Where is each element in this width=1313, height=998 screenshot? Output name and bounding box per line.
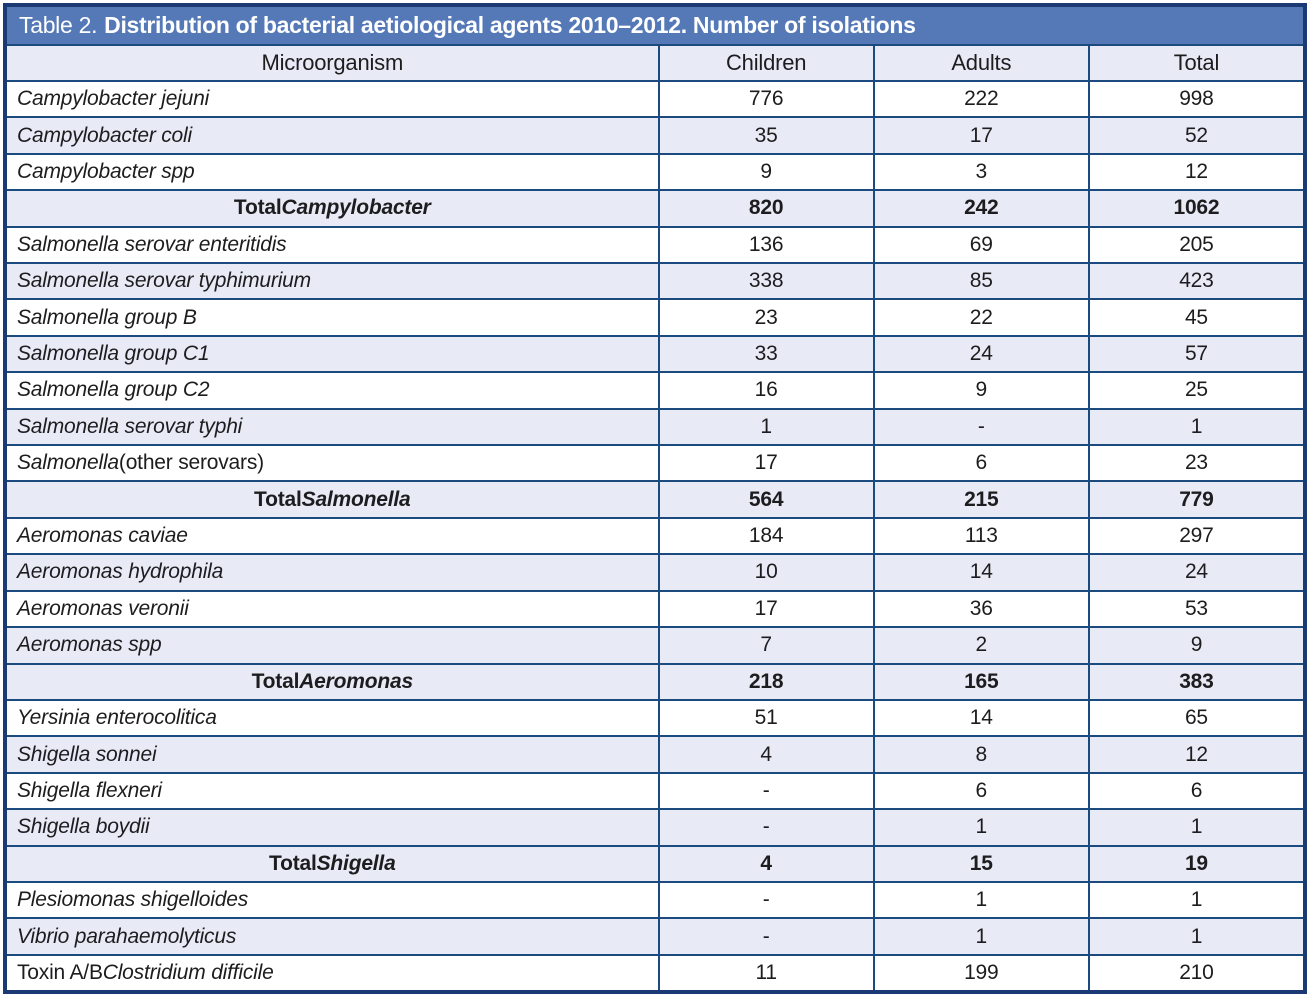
table-row xyxy=(7,663,1303,699)
table-title: Distribution of bacterial aetiological agents 2010–2012. Number of isolations xyxy=(104,12,916,38)
microorganism-cell: Plesiomonas shigelloides xyxy=(17,888,248,912)
table-number-label: Table 2. xyxy=(19,12,98,38)
total-cell: 57 xyxy=(1088,337,1303,371)
microorganism-cell: Shigella sonnei xyxy=(17,742,157,766)
total-cell: 52 xyxy=(1088,118,1303,152)
adults-cell: 14 xyxy=(873,701,1088,735)
total-cell: 9 xyxy=(1088,628,1303,662)
children-cell: 184 xyxy=(658,519,873,553)
adults-cell: 6 xyxy=(873,446,1088,480)
children-cell: 16 xyxy=(658,373,873,407)
children-cell: 10 xyxy=(658,555,873,589)
adults-cell: - xyxy=(873,410,1088,444)
table-row xyxy=(7,444,1303,480)
microorganism-cell: Salmonella group C1 xyxy=(17,342,210,366)
total-cell: 423 xyxy=(1088,264,1303,298)
adults-cell: 199 xyxy=(873,956,1088,990)
total-cell: 45 xyxy=(1088,300,1303,334)
microorganism-cell: Salmonella serovar typhi xyxy=(17,414,243,438)
column-header-children: Children xyxy=(658,46,873,80)
children-cell: 17 xyxy=(658,446,873,480)
adults-cell: 22 xyxy=(873,300,1088,334)
adults-cell: 14 xyxy=(873,555,1088,589)
table-row xyxy=(7,116,1303,152)
microorganism-cell: Total Shigella xyxy=(269,851,396,875)
adults-cell: 1 xyxy=(873,919,1088,953)
children-cell: 17 xyxy=(658,592,873,626)
adults-cell: 9 xyxy=(873,373,1088,407)
adults-cell: 17 xyxy=(873,118,1088,152)
table-row xyxy=(7,82,1303,116)
microorganism-cell: Total Aeromonas xyxy=(251,669,413,693)
total-cell: 1 xyxy=(1088,919,1303,953)
microorganism-cell: Aeromonas caviae xyxy=(17,524,188,548)
children-cell: 33 xyxy=(658,337,873,371)
microorganism-cell: Shigella boydii xyxy=(17,815,150,839)
table-row xyxy=(7,553,1303,589)
children-cell: - xyxy=(658,919,873,953)
total-cell: 998 xyxy=(1088,82,1303,116)
total-cell: 53 xyxy=(1088,592,1303,626)
table-row xyxy=(7,808,1303,844)
children-cell: 564 xyxy=(658,482,873,516)
microorganism-cell: Salmonella serovar enteritidis xyxy=(17,232,287,256)
table-row xyxy=(7,590,1303,626)
microorganism-cell: Salmonella (other serovars) xyxy=(17,451,264,475)
table-title-bar xyxy=(7,7,1303,44)
adults-cell: 69 xyxy=(873,228,1088,262)
total-cell: 205 xyxy=(1088,228,1303,262)
table-row xyxy=(7,226,1303,262)
microorganism-cell: Salmonella group B xyxy=(17,305,197,329)
children-cell: 4 xyxy=(658,737,873,771)
table-row xyxy=(7,408,1303,444)
children-cell: 9 xyxy=(658,155,873,189)
adults-cell: 24 xyxy=(873,337,1088,371)
table-row xyxy=(7,189,1303,225)
total-cell: 210 xyxy=(1088,956,1303,990)
children-cell: 338 xyxy=(658,264,873,298)
adults-cell: 3 xyxy=(873,155,1088,189)
total-cell: 779 xyxy=(1088,482,1303,516)
microorganism-cell: Campylobacter jejuni xyxy=(17,87,210,111)
adults-cell: 15 xyxy=(873,847,1088,881)
column-header-total: Total xyxy=(1088,46,1303,80)
table-row xyxy=(7,735,1303,771)
children-cell: 1 xyxy=(658,410,873,444)
table-frame xyxy=(3,3,1307,994)
children-cell: 51 xyxy=(658,701,873,735)
total-cell: 65 xyxy=(1088,701,1303,735)
table-row xyxy=(7,699,1303,735)
table-row xyxy=(7,517,1303,553)
table-row xyxy=(7,371,1303,407)
table-header-row xyxy=(7,44,1303,80)
table-row xyxy=(7,298,1303,334)
table-row xyxy=(7,917,1303,953)
table-row xyxy=(7,954,1303,990)
children-cell: - xyxy=(658,774,873,808)
adults-cell: 2 xyxy=(873,628,1088,662)
microorganism-cell: Salmonella serovar typhimurium xyxy=(17,269,311,293)
total-cell: 383 xyxy=(1088,665,1303,699)
microorganism-cell: Aeromonas veronii xyxy=(17,596,189,620)
total-cell: 12 xyxy=(1088,155,1303,189)
total-cell: 1062 xyxy=(1088,191,1303,225)
microorganism-cell: Vibrio parahaemolyticus xyxy=(17,924,237,948)
children-cell: 820 xyxy=(658,191,873,225)
microorganism-cell: Campylobacter coli xyxy=(17,123,192,147)
children-cell: 23 xyxy=(658,300,873,334)
adults-cell: 1 xyxy=(873,810,1088,844)
children-cell: 35 xyxy=(658,118,873,152)
adults-cell: 113 xyxy=(873,519,1088,553)
adults-cell: 36 xyxy=(873,592,1088,626)
column-header-adults: Adults xyxy=(873,46,1088,80)
microorganism-cell: Shigella flexneri xyxy=(17,778,162,802)
total-cell: 19 xyxy=(1088,847,1303,881)
total-cell: 1 xyxy=(1088,810,1303,844)
microorganism-cell: Aeromonas hydrophila xyxy=(17,560,224,584)
adults-cell: 6 xyxy=(873,774,1088,808)
total-cell: 24 xyxy=(1088,555,1303,589)
total-cell: 1 xyxy=(1088,883,1303,917)
table-row xyxy=(7,262,1303,298)
children-cell: - xyxy=(658,883,873,917)
adults-cell: 85 xyxy=(873,264,1088,298)
table-row xyxy=(7,845,1303,881)
column-header-microorganism: Microorganism xyxy=(261,50,404,75)
children-cell: 4 xyxy=(658,847,873,881)
total-cell: 6 xyxy=(1088,774,1303,808)
microorganism-cell: Yersinia enterocolitica xyxy=(17,706,217,730)
adults-cell: 215 xyxy=(873,482,1088,516)
total-cell: 1 xyxy=(1088,410,1303,444)
table-row xyxy=(7,772,1303,808)
microorganism-cell: Total Campylobacter xyxy=(233,196,431,220)
microorganism-cell: Campylobacter spp xyxy=(17,160,195,184)
total-cell: 12 xyxy=(1088,737,1303,771)
table-row xyxy=(7,626,1303,662)
table-row xyxy=(7,153,1303,189)
children-cell: 11 xyxy=(658,956,873,990)
table-row xyxy=(7,881,1303,917)
adults-cell: 165 xyxy=(873,665,1088,699)
total-cell: 23 xyxy=(1088,446,1303,480)
children-cell: 218 xyxy=(658,665,873,699)
total-cell: 297 xyxy=(1088,519,1303,553)
adults-cell: 8 xyxy=(873,737,1088,771)
microorganism-cell: Aeromonas spp xyxy=(17,633,162,657)
table-row xyxy=(7,480,1303,516)
microorganism-cell: Salmonella group C2 xyxy=(17,378,210,402)
total-cell: 25 xyxy=(1088,373,1303,407)
microorganism-cell: Toxin A/B Clostridium difficile xyxy=(17,960,274,984)
adults-cell: 1 xyxy=(873,883,1088,917)
adults-cell: 222 xyxy=(873,82,1088,116)
children-cell: 136 xyxy=(658,228,873,262)
adults-cell: 242 xyxy=(873,191,1088,225)
children-cell: 7 xyxy=(658,628,873,662)
table-row xyxy=(7,335,1303,371)
microorganism-cell: Total Salmonella xyxy=(254,487,411,511)
children-cell: 776 xyxy=(658,82,873,116)
table-body xyxy=(7,80,1303,990)
children-cell: - xyxy=(658,810,873,844)
